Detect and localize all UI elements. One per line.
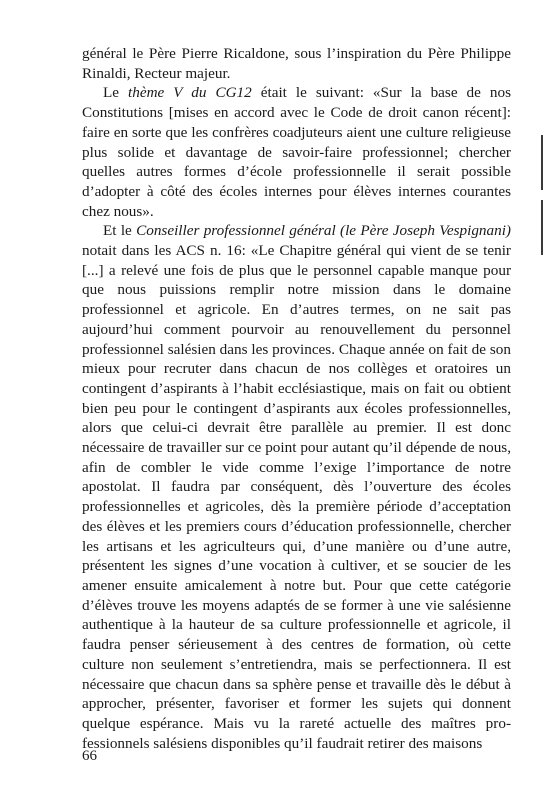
paragraph-text: Le <box>103 84 129 102</box>
paragraph <box>82 44 511 83</box>
paragraph-text: était le suivant: «Sur la base de nos Constitutions [mises en accord avec le Code de droit canon récent]: faire en sorte que les confrères coadjuteurs aient une culture religieuse plus solide et davantage de savoir-faire professionnel; chercher quelles autres formes d’école professionnelle il serait possible d’adopter à côté des écoles internes pour élèves internes courantes chez nous». <box>82 84 511 220</box>
paragraph <box>82 221 511 753</box>
italic-title: thème V du CG12 <box>128 84 252 102</box>
margin-bar <box>541 135 543 190</box>
paragraph-text: notait dans les ACS n. 16: «Le Chapitre général qui vient de se tenir [...] a relevé une fois de plus que le personnel capable manque pour que nous puissions remplir notre mission dans le domaine professionnel et agricole. En d’autres termes, on ne sait pas aujourd’hui comment pourvoir au renouvellement du personnel professionnel salésien dans les provinces. Chaque année on fait de son mieux pour recruter dans chacun de nos collèges et oratoires un contingent d’aspirants à l’habit ecclésiastique, mais on fait ou obtient bien peu pour le contingent d’aspirants aux écoles professionnelles, alors que celui-ci devrait être parallèle au premier. Il est donc nécessaire de travailler sur ce point pour autant qu’il dépende de nous, afin de combler le vide comme l’exige l’importance de notre apostolat. Il faudra par conséquent, dès l’ouverture des écoles professionnelles et agricoles, dès la première période d’acceptation des élèves et les premiers cours d’éducation professionnelle, chercher les artisans et les agriculteurs qui, d’une manière ou d’une autre, présentent les signes d’une vocation à cultiver, et se soucier de les amener ensuite amicalement à notre but. Pour que cette catégorie d’élèves trouve les moyens adaptés de se former à une vie salésienne authentique à la hauteur de sa culture professionnelle et agricole, il faudra penser sérieusement à des centres de formation, où cette culture non seulement s’entretiendra, mais se perfectionnera. Il est nécessaire que chacun dans sa sphère pense et travaille dès le début à approcher, présenter, favoriser et former les sujets qui donnent quelque espérance. Mais vu la rareté actuelle des maîtres professionnels salésiens disponibles qu’il faudrait retirer des maisons <box>82 242 511 752</box>
paragraph-text: général le Père Pierre Ricaldone, sous l’inspiration du Père Philippe Rinaldi, Recteur majeur. <box>82 45 511 82</box>
paragraph-text: Et le <box>103 222 137 240</box>
page-number: 66 <box>82 748 97 764</box>
paragraph <box>82 83 511 221</box>
margin-bar <box>541 200 543 255</box>
document-body <box>82 44 511 753</box>
italic-title: Conseiller professionnel général (le Père Joseph Vespignani) <box>136 222 511 240</box>
